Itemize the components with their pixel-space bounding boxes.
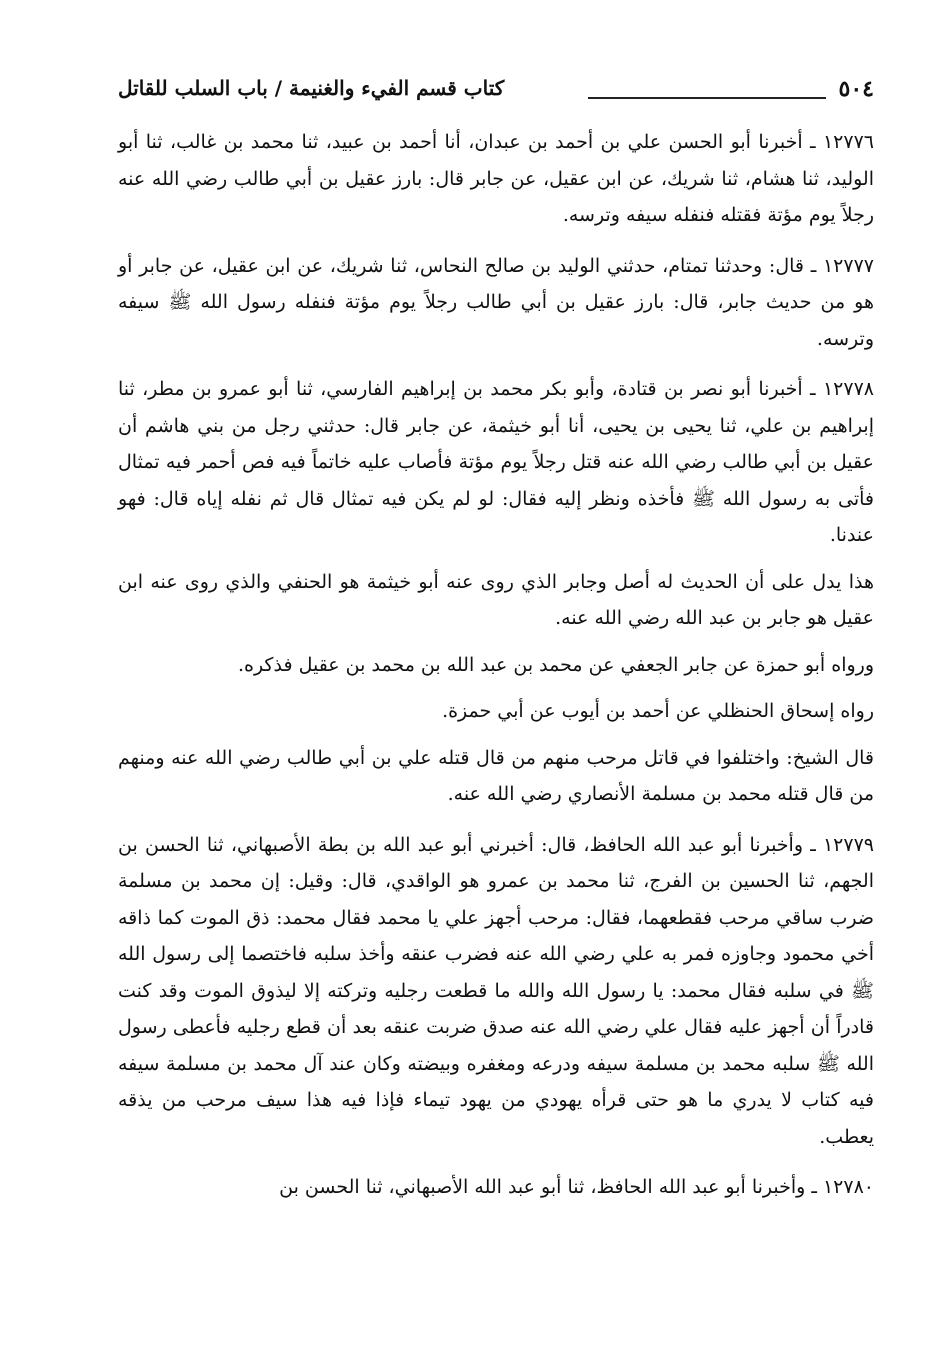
running-head [118, 70, 874, 110]
hadith-12780: ١٢٧٨٠ ـ وأخبرنا أبو عبد الله الحافظ، ثنا أبو عبد الله الأصبهاني، ثنا الحسن بن [279, 1176, 874, 1198]
hadith-12777: ١٢٧٧٧ ـ قال: وحدثنا تمتام، حدثني الوليد بن صالح النحاس، ثنا شريك، عن ابن عقيل، عن جابر أو هو من حديث جابر، قال: بارز عقيل بن أبي طالب رجلاً يوم مؤتة فنفله رسول الله ﷺ سيفه وترسه. [118, 254, 874, 350]
commentary-paragraph: رواه إسحاق الحنظلي عن أحمد بن أيوب عن أبي حمزة. [442, 700, 874, 722]
commentary-paragraph: ورواه أبو حمزة عن جابر الجعفي عن محمد بن عبد الله بن محمد بن عقيل فذكره. [237, 653, 874, 676]
commentary-paragraph: قال الشيخ: واختلفوا في قاتل مرحب منهم من قال قتله علي بن أبي طالب رضي الله عنه ومنهم من قال قتله محمد بن مسلمة الأنصاري رضي الله عنه. [118, 746, 874, 805]
hadith-12778: ١٢٧٧٨ ـ أخبرنا أبو نصر بن قتادة، وأبو بكر محمد بن إبراهيم الفارسي، ثنا أبو عمرو بن مطر، ثنا إبراهيم بن علي، ثنا يحيى بن يحيى، أنا أبو خيثمة، عن جابر قال: حدثني رجل من بني هاشم أن عقيل بن أبي طالب رضي الله عنه قتل رجلاً يوم مؤتة فأصاب عليه خاتماً فيه فص أحمر فيه تمثال فأتى به رسول الله ﷺ فأخذه ونظر إليه فقال: لو لم يكن فيه تمثال قال ثم نفله إياه قال: فهو عندنا. [118, 378, 874, 546]
hadith-12776: ١٢٧٧٦ ـ أخبرنا أبو الحسن علي بن أحمد بن عبدان، أنا أحمد بن عبيد، ثنا محمد بن غالب، ثنا أبو الوليد، ثنا هشام، ثنا شريك، عن ابن عقيل، عن جابر قال: بارز عقيل بن أبي طالب رضي الله عنه رجلاً يوم مؤتة فقتله فنفله سيفه وترسه. [118, 131, 874, 226]
header-rule [588, 97, 826, 99]
page-number: ٥٠٤ [838, 76, 874, 102]
commentary-paragraph: هذا يدل على أن الحديث له أصل وجابر الذي روى عنه أبو خيثمة هو الحنفي والذي روى عنه ابن عقيل هو جابر بن عبد الله رضي الله عنه. [118, 570, 874, 629]
running-title: كتاب قسم الفيء والغنيمة / باب السلب للقاتل [118, 76, 505, 100]
book-page [118, 70, 874, 1350]
hadith-12779: ١٢٧٧٩ ـ وأخبرنا أبو عبد الله الحافظ، قال: أخبرني أبو عبد الله بن بطة الأصبهاني، ثنا الحسن بن الجهم، ثنا الحسين بن الفرج، ثنا محمد بن عمرو هو الواقدي، قال: وقيل: إن محمد بن مسلمة ضرب ساقي مرحب فقطعهما، فقال: مرحب أجهز علي يا محمد فقال محمد: ذق الموت كما ذاقه أخي محمود وجاوزه فمر به علي رضي الله عنه فضرب عنقه وأخذ سلبه فاختصما إلى رسول الله ﷺ في سلبه فقال محمد: يا رسول الله والله ما قطعت رجليه وتركته إلا ليذوق الموت وقد كنت قادراً أن أجهز عليه فقال علي رضي الله عنه صدق ضربت عنقه بعد أن قطع رجليه فأعطى رسول الله ﷺ سلبه محمد بن مسلمة سيفه ودرعه ومغفره وبيضته وكان عند آل محمد بن مسلمة سيفه فيه كتاب لا يدري ما هو حتى قرأه يهودي من يهود تيماء فإذا فيه هذا سيف مرحب من يذقه يعطب. [118, 833, 874, 1148]
